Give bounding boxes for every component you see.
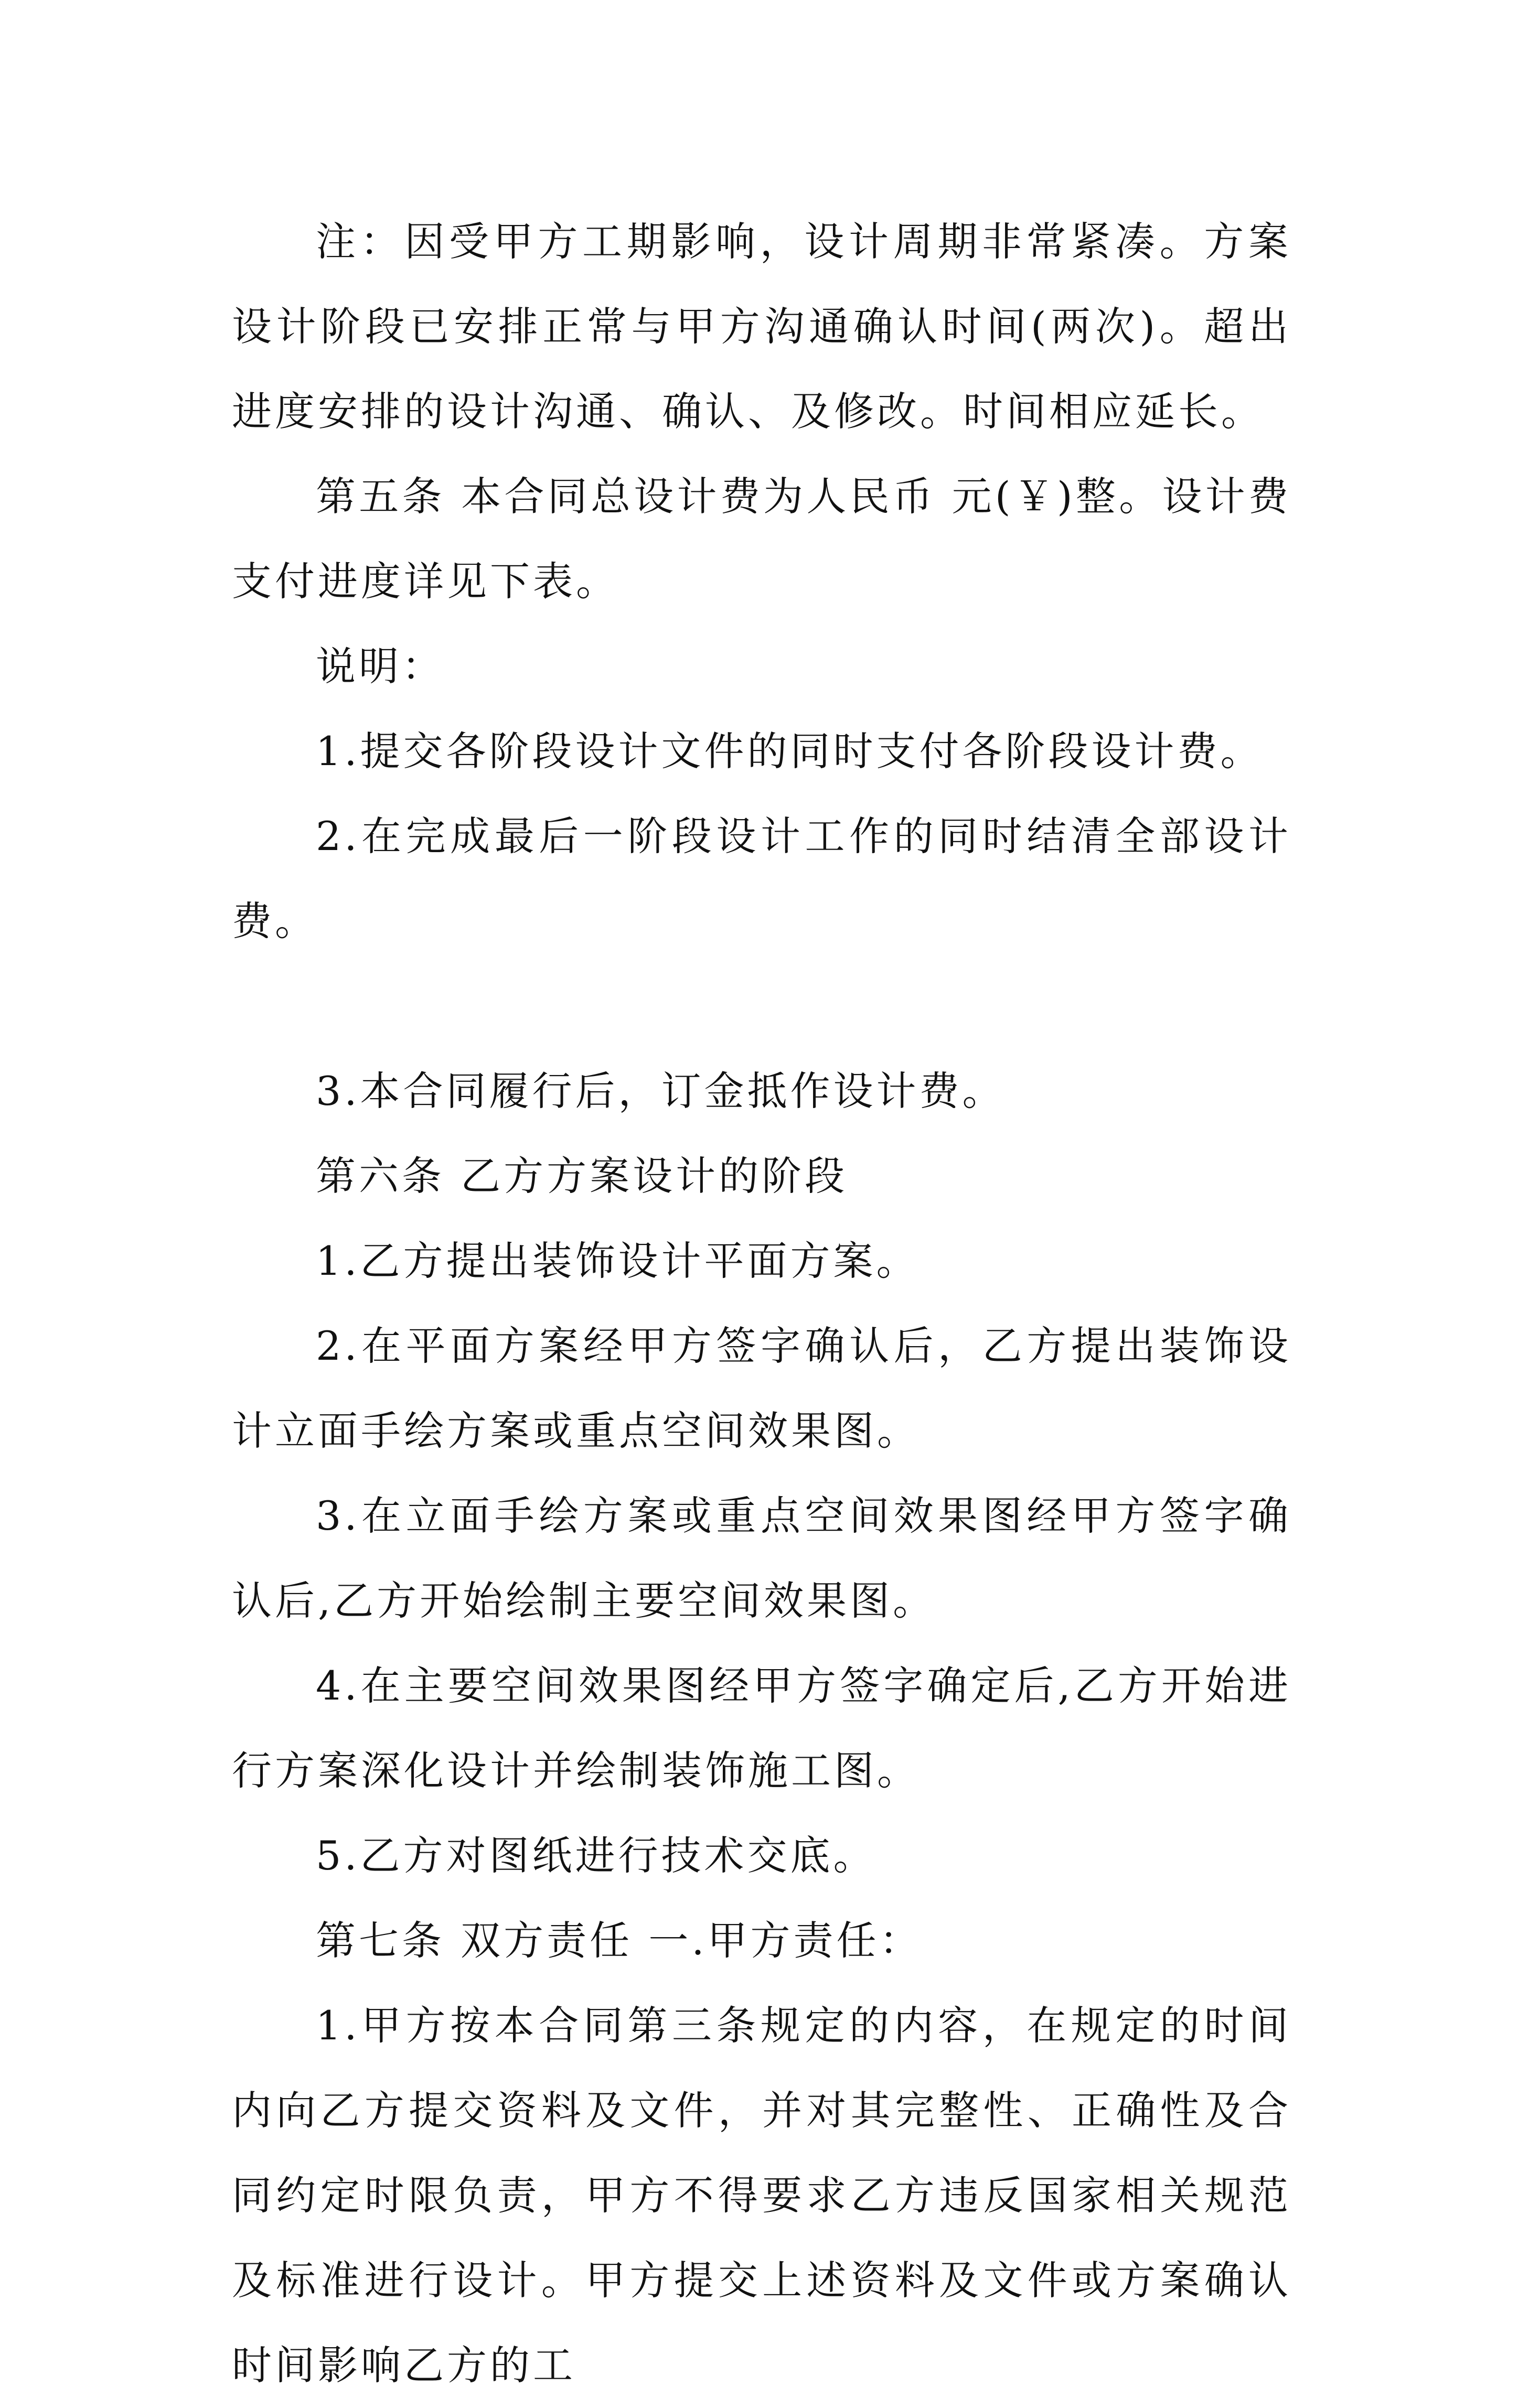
article-seven-heading: 第七条 双方责任 一.甲方责任：: [316, 1917, 923, 1964]
article-six-item-5: 5.乙方对图纸进行技术交底。: [316, 1832, 876, 1879]
article-five-paragraph: 第五条 本合同总设计费为人民币 元(￥)整。设计费支付进度详见下表。: [232, 473, 1291, 605]
note-paragraph: 注：因受甲方工期影响，设计周期非常紧凑。方案设计阶段已安排正常与甲方沟通确认时间(两次)。超出进度安排的设计沟通、确认、及修改。时间相应延长。: [232, 218, 1291, 435]
article-six-item-4: 4.在主要空间效果图经甲方签字确定后,乙方开始进行方案深化设计并绘制装饰施工图。: [232, 1662, 1291, 1794]
article-seven-item-1: 1.甲方按本合同第三条规定的内容，在规定的时间内向乙方提交资料及文件，并对其完整性、正确性及合同约定时限负责，甲方不得要求乙方违反国家相关规范及标准进行设计。甲方提交上述资料及文件或方案确认时间影响乙方的工: [232, 2002, 1291, 2389]
article-six-item-1: 1.乙方提出装饰设计平面方案。: [316, 1238, 920, 1284]
blank-line: [232, 964, 1291, 1049]
article-six-item-2: 2.在平面方案经甲方签字确认后，乙方提出装饰设计立面手绘方案或重点空间效果图。: [232, 1323, 1291, 1454]
article-six-item-3: 3.在立面手绘方案或重点空间效果图经甲方签字确认后,乙方开始绘制主要空间效果图。: [232, 1492, 1291, 1624]
contract-text: [232, 199, 1291, 2408]
explanation-heading: 说明：: [316, 643, 445, 690]
explanation-item-3: 3.本合同履行后，订金抵作设计费。: [316, 1068, 1006, 1114]
article-six-heading: 第六条 乙方方案设计的阶段: [316, 1153, 848, 1199]
explanation-item-1: 1.提交各阶段设计文件的同时支付各阶段设计费。: [316, 728, 1264, 775]
explanation-item-2: 2.在完成最后一阶段设计工作的同时结清全部设计费。: [232, 813, 1291, 944]
